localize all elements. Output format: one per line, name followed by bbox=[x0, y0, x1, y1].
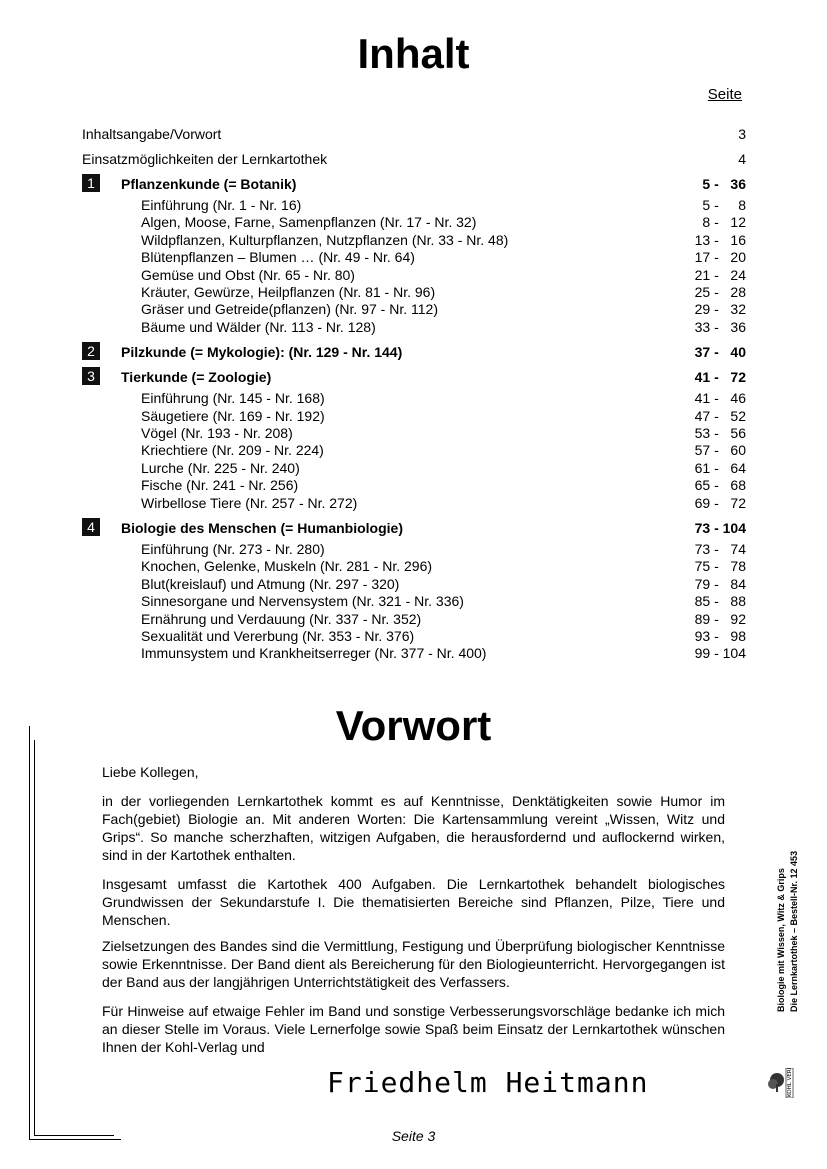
toc-subitem bbox=[82, 424, 746, 442]
toc-subitem bbox=[82, 644, 746, 662]
toc-label: Knochen, Gelenke, Muskeln (Nr. 281 - Nr. 296) bbox=[141, 558, 433, 575]
toc-pages: 79 - 84 bbox=[694, 575, 746, 592]
toc-label: Tierkunde (= Zoologie) bbox=[121, 369, 272, 386]
toc-label: Pilzkunde (= Mykologie): (Nr. 129 - Nr. 144) bbox=[121, 344, 403, 361]
toc-pages: 5 - 8 bbox=[702, 197, 746, 213]
toc-pages: 21 - 24 bbox=[694, 266, 746, 283]
toc-pages: 73 - 104 bbox=[694, 520, 746, 536]
toc-row bbox=[82, 150, 746, 168]
logo-text: KOHL VERLAG bbox=[787, 1068, 793, 1097]
toc-label: Einführung (Nr. 273 - Nr. 280) bbox=[141, 541, 325, 557]
toc-pages: 75 - 78 bbox=[694, 558, 746, 575]
toc-pages: 99 - 104 bbox=[694, 645, 746, 662]
toc-label: Gräser und Getreide(pflanzen) (Nr. 97 - Nr. 112) bbox=[141, 301, 438, 318]
toc-pages: 69 - 72 bbox=[694, 494, 746, 511]
toc-subitem bbox=[82, 557, 746, 575]
section-row bbox=[82, 175, 746, 193]
toc-pages: 85 - 88 bbox=[694, 593, 746, 610]
section-number-badge: 1 bbox=[82, 174, 100, 192]
section-row bbox=[82, 343, 746, 361]
toc-label: Wirbellose Tiere (Nr. 257 - Nr. 272) bbox=[141, 494, 358, 511]
signature: Friedhelm Heitmann bbox=[327, 1066, 649, 1099]
toc-label: Gemüse und Obst (Nr. 65 - Nr. 80) bbox=[141, 266, 355, 283]
toc-label: Immunsystem und Krankheitserreger (Nr. 377 - Nr. 400) bbox=[141, 645, 487, 662]
toc-subitem bbox=[82, 231, 746, 249]
section-number-badge: 2 bbox=[82, 342, 100, 360]
toc-subitem bbox=[82, 494, 746, 512]
inhalt-title: Inhalt bbox=[357, 30, 470, 77]
toc-label: Einführung (Nr. 1 - Nr. 16) bbox=[141, 197, 302, 213]
toc-pages: 41 - 46 bbox=[694, 390, 746, 407]
toc-subitem bbox=[82, 592, 746, 610]
toc-label: Kriechtiere (Nr. 209 - Nr. 224) bbox=[141, 442, 324, 459]
toc-pages: 47 - 52 bbox=[694, 407, 746, 424]
kohl-verlag-logo bbox=[768, 1068, 794, 1096]
toc-subitem bbox=[82, 540, 746, 558]
section-number-badge: 4 bbox=[82, 518, 100, 536]
toc-label: Bäume und Wälder (Nr. 113 - Nr. 128) bbox=[141, 318, 376, 335]
toc-label: Wildpflanzen, Kulturpflanzen, Nutzpflanzen (Nr. 33 - Nr. 48) bbox=[141, 231, 509, 248]
toc-subitem bbox=[82, 610, 746, 628]
toc-subitem bbox=[82, 407, 746, 425]
vorwort-paragraph-4: Für Hinweise auf etwaige Fehler im Band und sonstige Verbesserungsvorschläge bedanke ich mich an dieser Stelle im Voraus. Viele Lernerfolge sowie Spaß beim Einsatz der Lernkartothek wünschen Ihnen der Kohl-Verlag und bbox=[102, 1003, 725, 1055]
toc-pages: 37 - 40 bbox=[694, 344, 746, 361]
section-row bbox=[82, 519, 746, 537]
toc-label: Sinnesorgane und Nervensystem (Nr. 321 - Nr. 336) bbox=[141, 593, 464, 610]
toc-pages: 57 - 60 bbox=[694, 442, 746, 459]
toc-label: Biologie des Menschen (= Humanbiologie) bbox=[121, 520, 403, 536]
toc-label: Lurche (Nr. 225 - Nr. 240) bbox=[141, 459, 300, 476]
toc-subitem bbox=[82, 389, 746, 407]
toc-pages: 13 - 16 bbox=[694, 231, 746, 248]
frame-left-outer bbox=[29, 726, 30, 1140]
toc-label: Säugetiere (Nr. 169 - Nr. 192) bbox=[141, 407, 325, 424]
side-imprint-line2: Die Lernkartothek – Bestell-Nr. 12 453 bbox=[789, 850, 799, 1012]
toc-label: Blütenpflanzen – Blumen … (Nr. 49 - Nr. 64) bbox=[141, 249, 415, 266]
toc-subitem bbox=[82, 196, 746, 214]
toc-subitem bbox=[82, 283, 746, 301]
toc-pages: 89 - 92 bbox=[694, 610, 746, 627]
toc-label: Inhaltsangabe/Vorwort bbox=[82, 126, 222, 142]
toc-label: Vögel (Nr. 193 - Nr. 208) bbox=[141, 425, 293, 441]
toc-subitem bbox=[82, 300, 746, 318]
toc-pages: 4 bbox=[738, 151, 746, 167]
toc-subitem bbox=[82, 441, 746, 459]
toc-pages: 73 - 74 bbox=[694, 541, 746, 557]
toc-subitem bbox=[82, 627, 746, 645]
vorwort-paragraph-1: in der vorliegenden Lernkartothek kommt es auf Kenntnisse, Denktätigkeiten sowie Humor im Fach(gebiet) Biologie an. Mit anderen Worten: Die Kartensammlung vereint „Wissen, Witz und Grips“. So manche scherzhaften, witzigen Aufgaben, die herausfordernd und auflockernd wirken, sind in der Kartothek enthalten. bbox=[102, 793, 725, 863]
toc-pages: 29 - 32 bbox=[694, 301, 746, 318]
side-imprint-line1: Biologie mit Wissen, Witz & Grips bbox=[776, 868, 786, 1012]
toc-subitem bbox=[82, 266, 746, 284]
toc-label: Ernährung und Verdauung (Nr. 337 - Nr. 352) bbox=[141, 610, 422, 627]
toc-pages: 53 - 56 bbox=[694, 425, 746, 441]
toc-pages: 8 - 12 bbox=[702, 214, 746, 231]
toc-row bbox=[82, 125, 746, 143]
toc-pages: 61 - 64 bbox=[694, 459, 746, 476]
toc-pages: 25 - 28 bbox=[694, 284, 746, 300]
toc-subitem bbox=[82, 476, 746, 494]
toc-pages: 17 - 20 bbox=[694, 249, 746, 266]
toc-subitem bbox=[82, 213, 746, 231]
toc-subitem bbox=[82, 248, 746, 266]
toc-subitem bbox=[82, 318, 746, 336]
toc-label: Pflanzenkunde (= Botanik) bbox=[121, 176, 297, 192]
toc-label: Fische (Nr. 241 - Nr. 256) bbox=[141, 477, 299, 494]
toc-pages: 41 - 72 bbox=[694, 369, 746, 386]
toc-label: Einführung (Nr. 145 - Nr. 168) bbox=[141, 390, 325, 407]
toc-pages: 3 bbox=[738, 126, 746, 142]
toc-label: Sexualität und Vererbung (Nr. 353 - Nr. 376) bbox=[141, 628, 415, 644]
toc-label: Einsatzmöglichkeiten der Lernkartothek bbox=[82, 151, 328, 167]
toc-label: Algen, Moose, Farne, Samenpflanzen (Nr. 17 - Nr. 32) bbox=[141, 214, 477, 231]
toc-label: Kräuter, Gewürze, Heilpflanzen (Nr. 81 - Nr. 96) bbox=[141, 284, 436, 300]
toc-pages: 5 - 36 bbox=[702, 176, 746, 192]
section-row bbox=[82, 368, 746, 386]
toc-subitem bbox=[82, 575, 746, 593]
section-number-badge: 3 bbox=[82, 367, 100, 385]
vorwort-paragraph-3: Zielsetzungen des Bandes sind die Vermittlung, Festigung und Überprüfung biologischer Kenntnisse sowie Erkenntnisse. Der Band dient als Bereicherung für den Biologieunterricht. Hervorgegangen ist der Band aus der langjährigen Unterrichtstätigkeit des Verfassers. bbox=[102, 938, 725, 990]
vorwort-title: Vorwort bbox=[335, 702, 492, 749]
toc-subitem bbox=[82, 459, 746, 477]
frame-left-inner bbox=[34, 740, 35, 1136]
vorwort-paragraph-2: Insgesamt umfasst die Kartothek 400 Aufgaben. Die Lernkartothek behandelt biologisches Grundwissen der Sekundarstufe I. Die thematisierten Bereiche sind Pflanzen, Pilze, Tiere und Menschen. bbox=[102, 876, 725, 928]
vorwort-greeting: Liebe Kollegen, bbox=[102, 764, 199, 780]
toc-pages: 93 - 98 bbox=[694, 628, 746, 644]
page-number: Seite 3 bbox=[391, 1128, 436, 1144]
toc-pages: 33 - 36 bbox=[694, 318, 746, 335]
toc-pages: 65 - 68 bbox=[694, 477, 746, 494]
toc-label: Blut(kreislauf) und Atmung (Nr. 297 - 320) bbox=[141, 575, 400, 592]
seite-column-header: Seite bbox=[707, 86, 742, 103]
